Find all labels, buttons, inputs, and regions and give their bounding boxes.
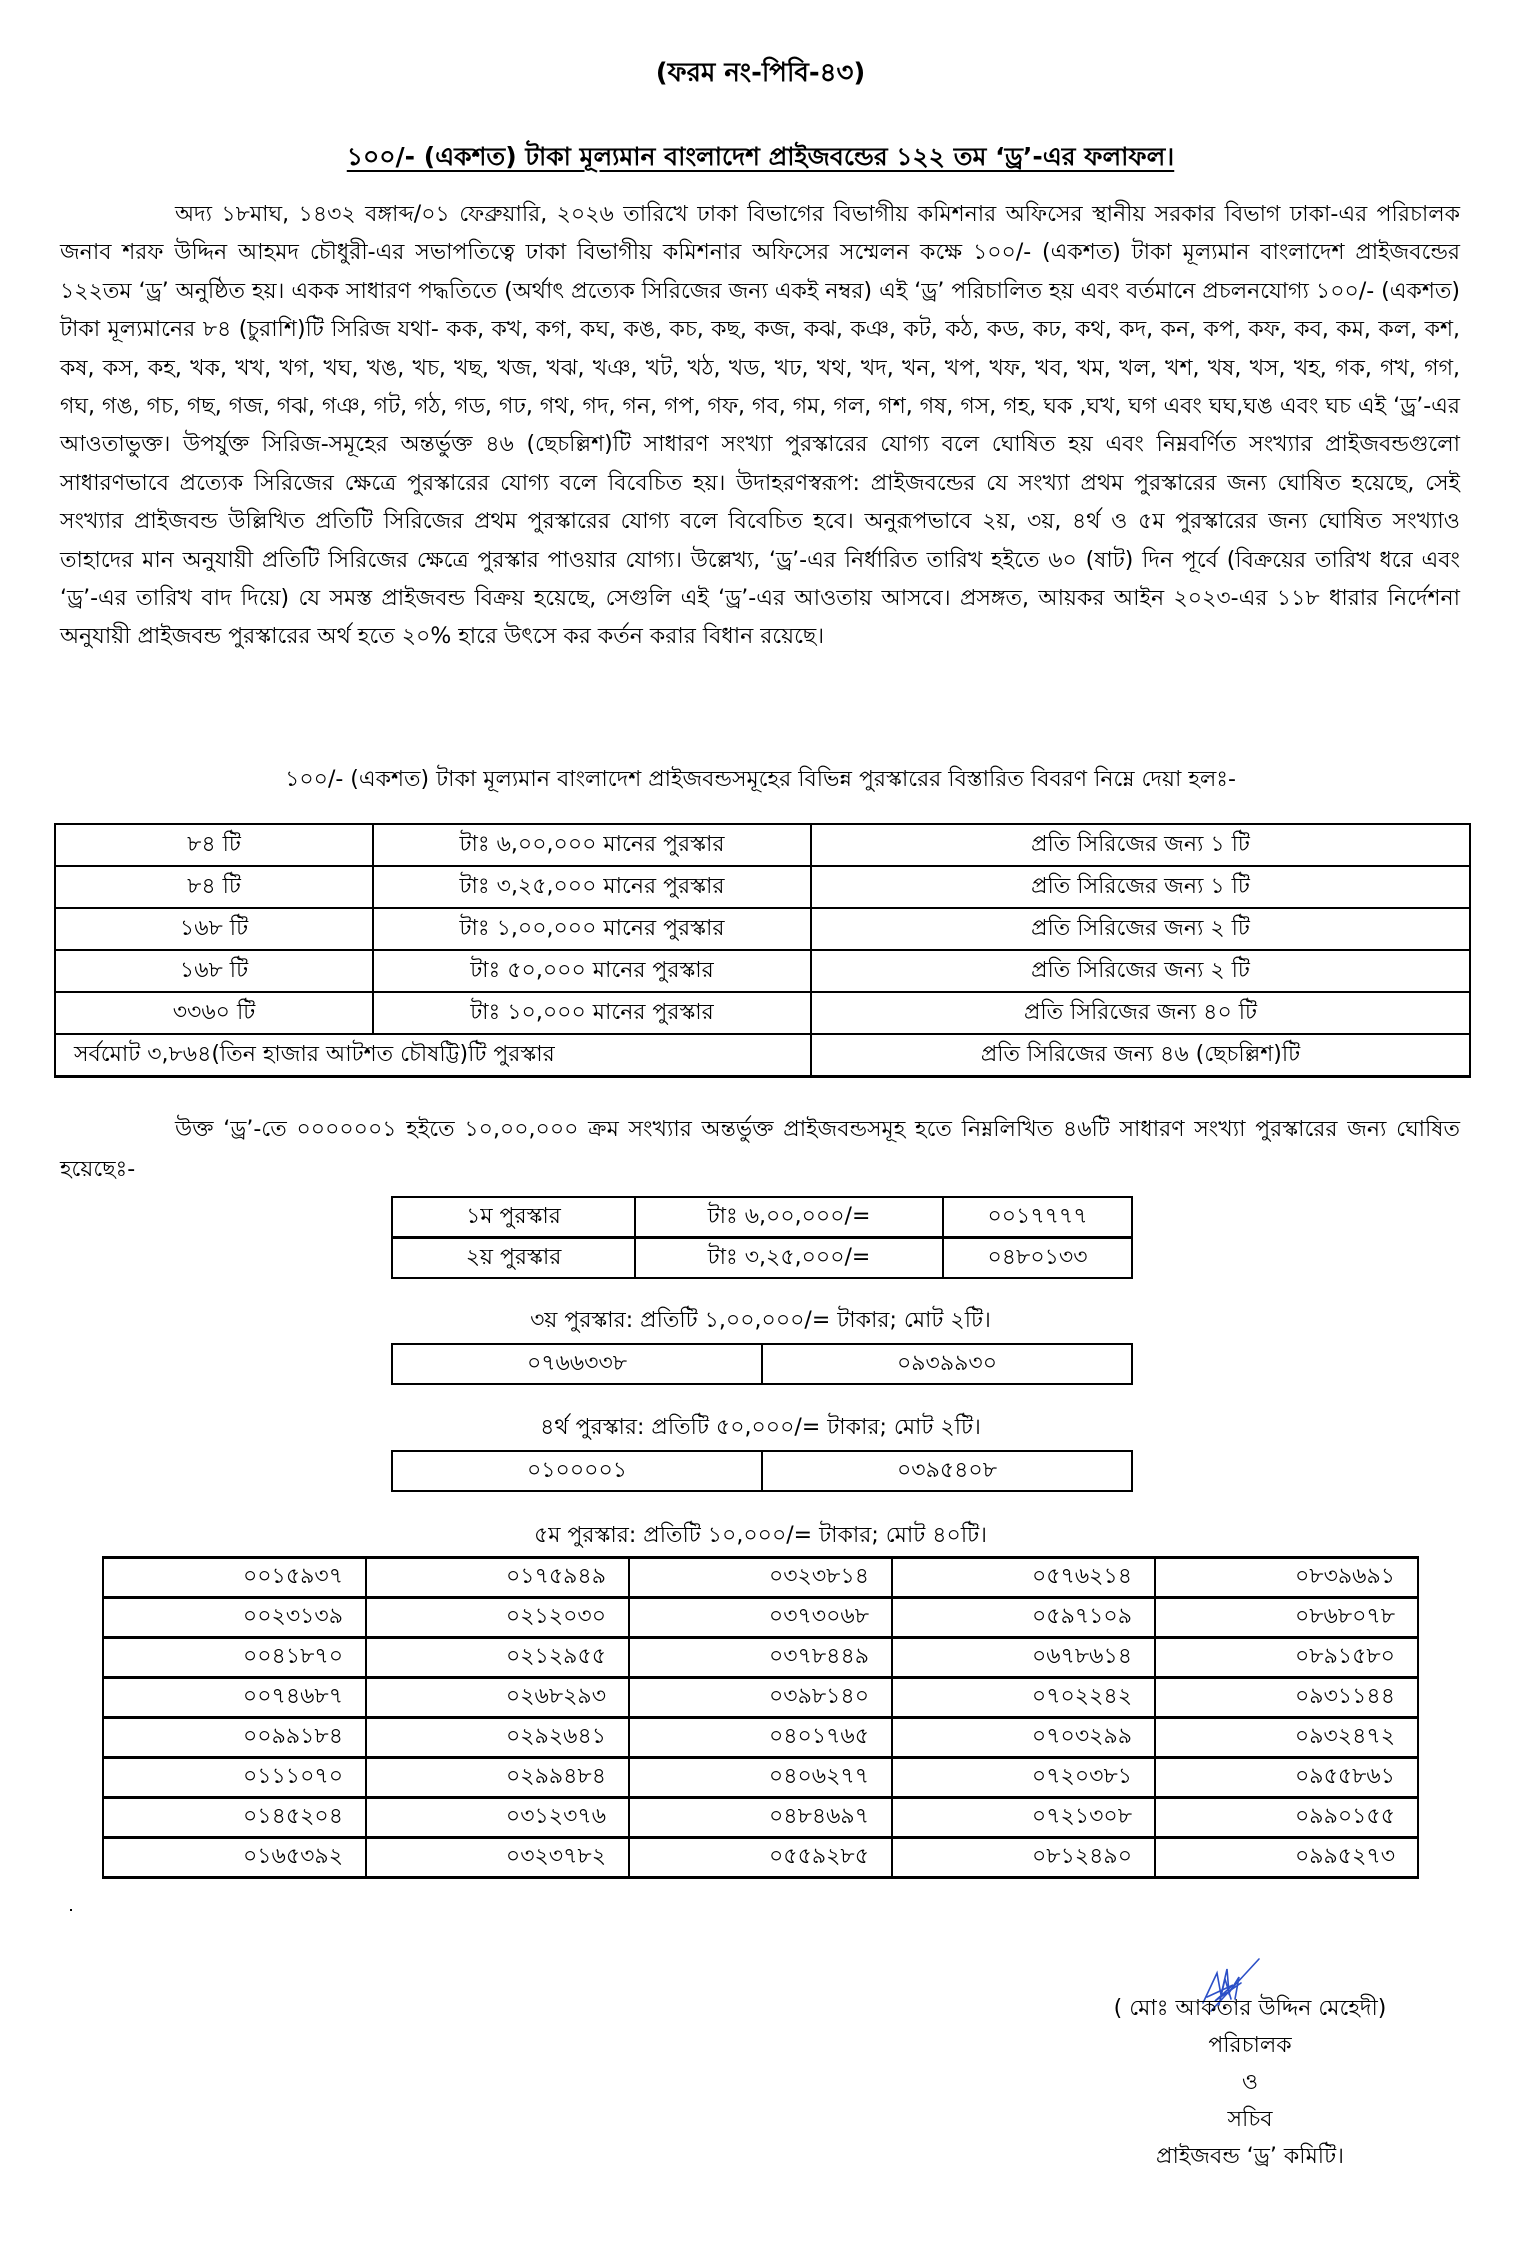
table-row — [392, 1197, 1132, 1238]
prize-value: টাঃ ৬,০০,০০০ মানের পুরস্কার — [373, 824, 811, 866]
signatory-block — [1085, 1990, 1415, 2175]
prize-number: ০১০০০০১ — [392, 1451, 762, 1491]
prize-number: ০৬৭৮৬১৪ — [892, 1638, 1155, 1678]
prize-label: ২য় পুরস্কার — [392, 1238, 635, 1279]
signatory-title-1: পরিচালক — [1208, 2033, 1292, 2058]
prize-number: ০৯৯০১৫৫ — [1155, 1798, 1418, 1838]
prize-number: ০৯৩১১৪৪ — [1155, 1678, 1418, 1718]
table-row — [55, 908, 1470, 950]
prize-number: ০৩১২৩৭৬ — [366, 1798, 629, 1838]
table-row — [55, 950, 1470, 992]
prize-number: ০৫৭৬২১৪ — [892, 1558, 1155, 1598]
prize-count: ১৬৮ টি — [55, 950, 373, 992]
prize-number: ০০১৫৯৩৭ — [103, 1558, 366, 1598]
fourth-prize-caption: ৪র্থ পুরস্কার: প্রতিটি ৫০,০০০/= টাকার; মোট ২টি। — [540, 1415, 981, 1440]
prize-value: টাঃ ১,০০,০০০ মানের পুরস্কার — [373, 908, 811, 950]
table-row — [55, 824, 1470, 866]
prize-number: ০১১১০৭০ — [103, 1758, 366, 1798]
prize-number: ০৭০২২৪২ — [892, 1678, 1155, 1718]
third-prize-table — [391, 1343, 1133, 1385]
table-row — [392, 1238, 1132, 1279]
table-row — [103, 1718, 1418, 1758]
prize-count: ৩৩৬০ টি — [55, 992, 373, 1034]
signatory-name: ( মোঃ আকতার উদ্দিন মেহেদী) — [1113, 1996, 1387, 2021]
per-series: প্রতি সিরিজের জন্য ২ টি — [811, 908, 1470, 950]
table-row — [103, 1598, 1418, 1638]
prize-number: ০১৬৫৩৯২ — [103, 1838, 366, 1878]
prize-number: ০৪৮৪৬৯৭ — [629, 1798, 892, 1838]
table-row — [103, 1798, 1418, 1838]
table-row — [103, 1678, 1418, 1718]
prize-number: ০৫৫৯২৮৫ — [629, 1838, 892, 1878]
prize-number: ০৪০৬২৭৭ — [629, 1758, 892, 1798]
prize-number: ০২৬৮২৯৩ — [366, 1678, 629, 1718]
table-row — [103, 1638, 1418, 1678]
per-series: প্রতি সিরিজের জন্য ৪০ টি — [811, 992, 1470, 1034]
winning-numbers-note: উক্ত ‘ড্র’-তে ০০০০০০১ হইতে ১০,০০,০০০ ক্রম সংখ্যার অন্তর্ভুক্ত প্রাইজবন্ডসমূহ হতে নিম্নলিখিত ৪৬টি সাধারণ সংখ্যা পুরস্কারের জন্য ঘোষিত হয়েছেঃ- — [60, 1117, 1460, 1182]
prize-number: ০৯৯৫২৭৩ — [1155, 1838, 1418, 1878]
prize-number: ০৮১২৪৯০ — [892, 1838, 1155, 1878]
prize-number: ০৯৫৫৮৬১ — [1155, 1758, 1418, 1798]
prize-count: ৮৪ টি — [55, 824, 373, 866]
total-per-series: প্রতি সিরিজের জন্য ৪৬ (ছেচল্লিশ)টি — [811, 1034, 1470, 1077]
prize-number: ০৭২০৩৮১ — [892, 1758, 1155, 1798]
fourth-prize-table — [391, 1450, 1133, 1492]
stray-mark — [70, 1909, 72, 1911]
prize-number: ০৩৯৫৪০৮ — [762, 1451, 1132, 1491]
table-row — [55, 866, 1470, 908]
details-intro: ১০০/- (একশত) টাকা মূল্যমান বাংলাদেশ প্রাইজবন্ডসমূহের বিভিন্ন পুরস্কারের বিস্তারিত বিবরণ নিম্নে দেয়া হলঃ- — [285, 767, 1236, 792]
table-row — [392, 1344, 1132, 1384]
prize-number: ০০৪১৮৭০ — [103, 1638, 366, 1678]
table-row — [103, 1758, 1418, 1798]
prize-amount: টাঃ ৩,২৫,০০০/= — [635, 1238, 943, 1279]
prize-value: টাঃ ৩,২৫,০০০ মানের পুরস্কার — [373, 866, 811, 908]
per-series: প্রতি সিরিজের জন্য ২ টি — [811, 950, 1470, 992]
signatory-title-2: সচিব — [1227, 2107, 1273, 2132]
prize-label: ১ম পুরস্কার — [392, 1197, 635, 1238]
prize-number: ০৪০১৭৬৫ — [629, 1718, 892, 1758]
per-series: প্রতি সিরিজের জন্য ১ টি — [811, 866, 1470, 908]
prize-number: ০৯৩৯৯৩০ — [762, 1344, 1132, 1384]
prize-number: ০০১৭৭৭৭ — [943, 1197, 1132, 1238]
table-row-total — [55, 1034, 1470, 1077]
prize-number: ০৮৩৯৬৯১ — [1155, 1558, 1418, 1598]
prize-number: ০৩৯৮১৪০ — [629, 1678, 892, 1718]
table-row — [103, 1838, 1418, 1878]
prize-number: ০৭৬৬৩৩৮ — [392, 1344, 762, 1384]
prize-number: ০৩২৩৭৮২ — [366, 1838, 629, 1878]
prize-number: ০৭২১৩০৮ — [892, 1798, 1155, 1838]
prize-number: ০০৯৯১৮৪ — [103, 1718, 366, 1758]
prize-number: ০৮৯১৫৮০ — [1155, 1638, 1418, 1678]
fifth-prize-table — [102, 1556, 1419, 1879]
prize-number: ০২৯৯৪৮৪ — [366, 1758, 629, 1798]
prize-number: ০১৪৫২০৪ — [103, 1798, 366, 1838]
prize-number: ০০২৩১৩৯ — [103, 1598, 366, 1638]
third-prize-caption: ৩য় পুরস্কার: প্রতিটি ১,০০,০০০/= টাকার; মোট ২টি। — [530, 1308, 991, 1333]
prize-number: ০৭০৩২৯৯ — [892, 1718, 1155, 1758]
form-number: (ফরম নং-পিবি-৪৩) — [655, 58, 866, 88]
prize-value: টাঃ ৫০,০০০ মানের পুরস্কার — [373, 950, 811, 992]
prize-number: ০৮৬৮০৭৮ — [1155, 1598, 1418, 1638]
prize-value: টাঃ ১০,০০০ মানের পুরস্কার — [373, 992, 811, 1034]
per-series: প্রতি সিরিজের জন্য ১ টি — [811, 824, 1470, 866]
prize-number: ০৪৮০১৩৩ — [943, 1238, 1132, 1279]
prize-count: ১৬৮ টি — [55, 908, 373, 950]
prize-number: ০৩২৩৮১৪ — [629, 1558, 892, 1598]
prize-amount: টাঃ ৬,০০,০০০/= — [635, 1197, 943, 1238]
prize-number: ০২৯২৬৪১ — [366, 1718, 629, 1758]
title-text: ১০০/- (একশত) টাকা মূল্যমান বাংলাদেশ প্রাইজবন্ডের ১২২ তম ‘ড্র’-এর ফলাফল। — [346, 142, 1175, 171]
fifth-prize-caption: ৫ম পুরস্কার: প্রতিটি ১০,০০০/= টাকার; মোট ৪০টি। — [534, 1523, 987, 1548]
prize-number: ০৯৩২৪৭২ — [1155, 1718, 1418, 1758]
prize-number: ০২১২৯৫৫ — [366, 1638, 629, 1678]
prize-number: ০২১২০৩০ — [366, 1598, 629, 1638]
signatory-conjunction: ও — [1241, 2070, 1259, 2095]
prize-number: ০০৭৪৬৮৭ — [103, 1678, 366, 1718]
prize-number: ০৩৭৩০৬৮ — [629, 1598, 892, 1638]
prize-count: ৮৪ টি — [55, 866, 373, 908]
first-second-prize-table — [391, 1196, 1133, 1279]
body-paragraph: অদ্য ১৮মাঘ, ১৪৩২ বঙ্গাব্দ/০১ ফেব্রুয়ারি, ২০২৬ তারিখে ঢাকা বিভাগের বিভাগীয় কমিশনার অফিসের স্থানীয় সরকার বিভাগ ঢাকা-এর পরিচালক জনাব শরফ উদ্দিন আহমদ চৌধুরী-এর সভাপতিত্বে ঢাকা বিভাগীয় কমিশনার অফিসের সম্মেলন কক্ষে ১০০/- (একশত) টাকা মূল্যমান বাংলাদেশ প্রাইজবন্ডের ১২২তম ‘ড্র’ অনুষ্ঠিত হয়। একক সাধারণ পদ্ধতিতে (অর্থাৎ প্রত্যেক সিরিজের জন্য একই নম্বর) এই ‘ড্র’ পরিচালিত হয় এবং বর্তমানে প্রচলনযোগ্য ১০০/- (একশত) টাকা মূল্যমানের ৮৪ (চুরাশি)টি সিরিজ যথা- কক, কখ, কগ, কঘ, কঙ, কচ, কছ, কজ, কঝ, কঞ, কট, কঠ, কড, কঢ, কথ, কদ, কন, কপ, কফ, কব, কম, কল, কশ, কষ, কস, কহ, খক, খখ, খগ, খঘ, খঙ, খচ, খছ, খজ, খঝ, খঞ, খট, খঠ, খড, খঢ, খথ, খদ, খন, খপ, খফ, খব, খম, খল, খশ, খষ, খস, খহ, গক, গখ, গগ, গঘ, গঙ, গচ, গছ, গজ, গঝ, গঞ, গট, গঠ, গড, গঢ, গথ, গদ, গন, গপ, গফ, গব, গম, গল, গশ, গষ, গস, গহ, ঘক ,ঘখ, ঘগ এবং ঘঘ,ঘঙ এবং ঘচ এই ‘ড্র’-এর আওতাভুক্ত। উপর্যুক্ত সিরিজ-সমূহের অন্তর্ভুক্ত ৪৬ (ছেচল্লিশ)টি সাধারণ সংখ্যা পুরস্কারের যোগ্য বলে ঘোষিত হয় এবং নিম্নবর্ণিত সংখ্যার প্রাইজবন্ডগুলো সাধারণভাবে প্রত্যেক সিরিজের ক্ষেত্রে পুরস্কারের যোগ্য বলে বিবেচিত হয়। উদাহরণস্বরূপ: প্রাইজবন্ডের যে সংখ্যা প্রথম পুরস্কারের জন্য ঘোষিত হয়েছে, সেই সংখ্যার প্রাইজবন্ড উল্লিখিত প্রতিটি সিরিজের প্রথম পুরস্কারের যোগ্য বলে বিবেচিত হবে। অনুরূপভাবে ২য়, ৩য়, ৪র্থ ও ৫ম পুরস্কারের জন্য ঘোষিত সংখ্যাও তাহাদের মান অনুযায়ী প্রতিটি সিরিজের ক্ষেত্রে পুরস্কার পাওয়ার যোগ্য। উল্লেখ্য, ‘ড্র’-এর নির্ধারিত তারিখ হইতে ৬০ (ষাট) দিন পূর্বে (বিক্রয়ের তারিখ ধরে এবং ‘ড্র’-এর তারিখ বাদ দিয়ে) যে সমস্ত প্রাইজবন্ড বিক্রয় হয়েছে, সেগুলি এই ‘ড্র’-এর আওতায় আসবে। প্রসঙ্গত, আয়কর আইন ২০২৩-এর ১১৮ ধারার নির্দেশনা অনুযায়ী প্রাইজবন্ড পুরস্কারের অর্থ হতে ২০% হারে উৎসে কর কর্তন করার বিধান রয়েছে। — [60, 202, 1460, 650]
prize-summary-table — [54, 823, 1471, 1078]
table-row — [392, 1451, 1132, 1491]
document-title — [0, 137, 1521, 180]
total-prizes: সর্বমোট ৩,৮৬৪(তিন হাজার আটশত চৌষট্টি)টি পুরস্কার — [55, 1034, 811, 1077]
table-row — [103, 1558, 1418, 1598]
committee-name: প্রাইজবন্ড ‘ড্র’ কমিটি। — [1156, 2144, 1344, 2169]
prize-number: ০১৭৫৯৪৯ — [366, 1558, 629, 1598]
prize-number: ০৩৭৮৪৪৯ — [629, 1638, 892, 1678]
table-row — [55, 992, 1470, 1034]
prize-number: ০৫৯৭১০৯ — [892, 1598, 1155, 1638]
